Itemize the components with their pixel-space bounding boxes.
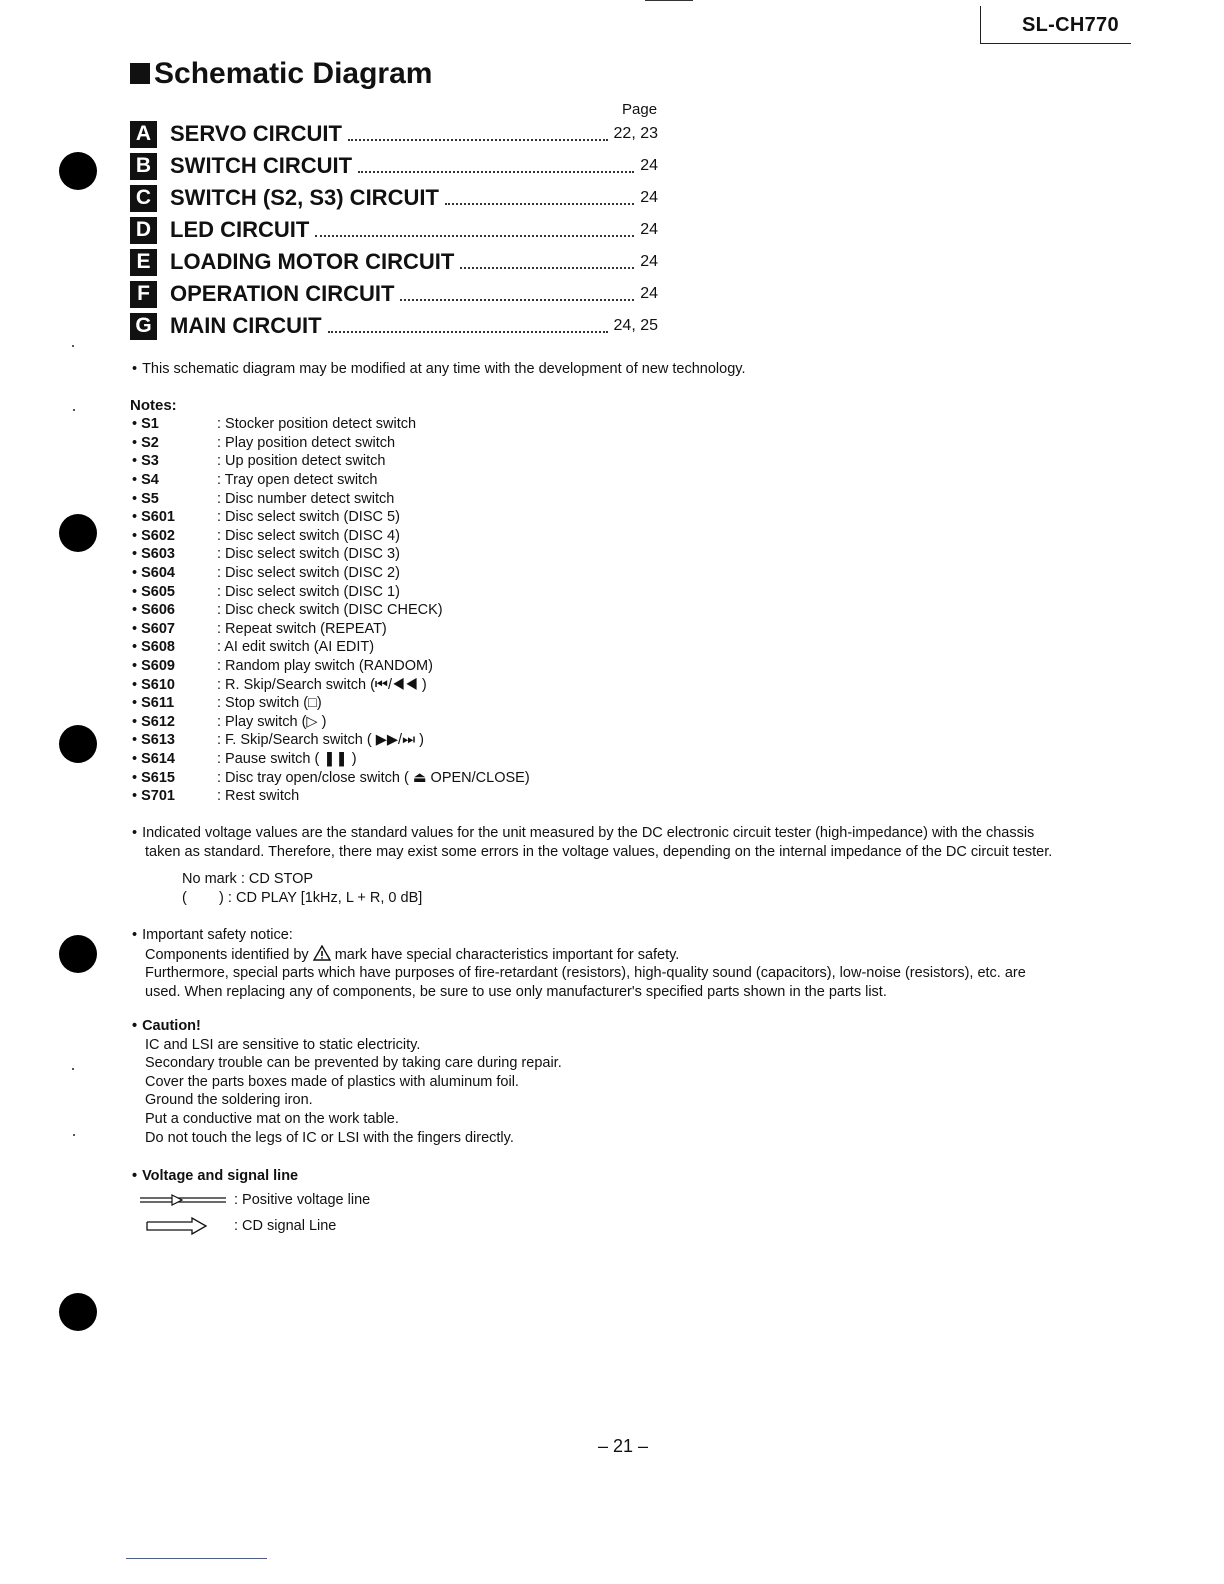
- switch-id: • S615: [132, 770, 217, 786]
- toc-page: 24: [640, 157, 658, 174]
- toc-item: [130, 310, 658, 342]
- signal-legend: [140, 1187, 370, 1239]
- switch-desc: : Disc select switch (DISC 1): [217, 583, 400, 600]
- note-item: [132, 415, 530, 434]
- note-item: [132, 713, 530, 732]
- toc-label: LOADING MOTOR CIRCUIT: [170, 249, 455, 274]
- toc-page: 24: [640, 189, 658, 206]
- toc-letter-badge: G: [130, 313, 157, 340]
- switch-desc: : R. Skip/Search switch (⏮/◀◀ ): [217, 676, 427, 693]
- paren-legend: ( ) : CD PLAY [1kHz, L + R, 0 dB]: [182, 890, 423, 906]
- switch-id: • S701: [132, 788, 217, 804]
- scan-speck: [72, 345, 74, 347]
- switch-desc: : Play switch (▷ ): [217, 713, 327, 730]
- notes-heading: Notes:: [130, 397, 177, 414]
- safety-line-3: used. When replacing any of components, be sure to use only manufacturer's specified parts shown in the parts list.: [145, 983, 887, 1000]
- safety-line-2: Furthermore, special parts which have purposes of fire-retardant (resistors), high-quality sound (capacitors), low-noise (resistors), etc. are: [145, 965, 1026, 982]
- no-mark-legend: No mark : CD STOP: [182, 871, 314, 887]
- toc-item: [130, 214, 658, 246]
- caution-line: Put a conductive mat on the work table.: [145, 1110, 399, 1127]
- toc-page: 22, 23: [613, 125, 658, 142]
- switch-id: • S612: [132, 714, 217, 730]
- binder-hole: [59, 1293, 97, 1331]
- switch-desc: : Repeat switch (REPEAT): [217, 620, 387, 637]
- scan-speck: [73, 1134, 75, 1136]
- note-item: [132, 489, 530, 508]
- note-item: [132, 731, 530, 750]
- toc-page-header: Page: [622, 101, 658, 118]
- switch-notes-list: [132, 415, 530, 805]
- binder-hole: [59, 152, 97, 190]
- switch-id: • S611: [132, 695, 217, 711]
- note-item: [132, 508, 530, 527]
- note-item: [132, 694, 530, 713]
- toc-label: MAIN CIRCUIT: [170, 313, 322, 338]
- switch-desc: : Disc check switch (DISC CHECK): [217, 602, 443, 619]
- note-item: [132, 582, 530, 601]
- toc-letter-badge: F: [130, 281, 157, 308]
- voltage-note: [132, 824, 1102, 861]
- voltage-line-1: • Indicated voltage values are the standard values for the unit measured by the DC electronic circuit tester (high-impedance) with the chassis: [132, 824, 1102, 843]
- note-item: [132, 527, 530, 546]
- toc-item: [130, 150, 658, 182]
- switch-desc: : Stop switch (□): [217, 695, 322, 712]
- switch-desc: : Disc select switch (DISC 5): [217, 509, 400, 526]
- warning-triangle-icon: [313, 945, 331, 961]
- toc-item: [130, 246, 658, 278]
- note-item: [132, 601, 530, 620]
- switch-id: • S602: [132, 528, 217, 544]
- toc-letter-badge: A: [130, 121, 157, 148]
- caution-line: Cover the parts boxes made of plastics with aluminum foil.: [145, 1073, 519, 1090]
- toc-letter-badge: E: [130, 249, 157, 276]
- switch-desc: : F. Skip/Search switch ( ▶▶/⏭ ): [217, 732, 424, 749]
- title-square-icon: [130, 63, 150, 84]
- toc-label: LED CIRCUIT: [170, 217, 310, 242]
- cd-signal-legend: [140, 1213, 370, 1239]
- toc-leader-dots: [328, 331, 608, 333]
- note-item: [132, 787, 530, 806]
- switch-id: • S606: [132, 602, 217, 618]
- cd-signal-line-icon: [140, 1217, 228, 1235]
- switch-desc: : Disc tray open/close switch ( ⏏ OPEN/CLOSE): [217, 769, 530, 786]
- safety-heading: • Important safety notice:: [132, 926, 1102, 945]
- positive-voltage-line-icon: [140, 1193, 228, 1207]
- toc-page: 24: [640, 285, 658, 302]
- toc-label: SWITCH CIRCUIT: [170, 153, 353, 178]
- note-item: [132, 638, 530, 657]
- cd-signal-label: : CD signal Line: [234, 1218, 337, 1234]
- switch-desc: : Disc select switch (DISC 4): [217, 527, 400, 544]
- switch-desc: : AI edit switch (AI EDIT): [217, 639, 375, 656]
- table-of-contents: [130, 118, 658, 342]
- toc-label: SWITCH (S2, S3) CIRCUIT: [170, 185, 439, 210]
- switch-desc: : Up position detect switch: [217, 453, 386, 470]
- signal-heading: • Voltage and signal line: [132, 1167, 298, 1186]
- note-item: [132, 768, 530, 787]
- positive-voltage-legend: [140, 1187, 370, 1213]
- switch-desc: : Disc number detect switch: [217, 490, 395, 507]
- caution-section: [132, 1017, 1102, 1147]
- note-item: [132, 564, 530, 583]
- switch-id: • S605: [132, 584, 217, 600]
- toc-label: SERVO CIRCUIT: [170, 121, 342, 146]
- switch-id: • S601: [132, 509, 217, 525]
- toc-item: [130, 278, 658, 310]
- toc-page: 24, 25: [613, 317, 658, 334]
- binder-hole: [59, 935, 97, 973]
- switch-desc: : Tray open detect switch: [217, 472, 378, 489]
- caution-heading: • Caution!: [132, 1017, 1102, 1036]
- switch-id: • S607: [132, 621, 217, 637]
- modify-note: • This schematic diagram may be modified at any time with the development of new technology.: [132, 360, 745, 379]
- switch-desc: : Random play switch (RANDOM): [217, 658, 433, 675]
- switch-desc: : Disc select switch (DISC 3): [217, 546, 400, 563]
- switch-id: • S603: [132, 546, 217, 562]
- note-item: [132, 750, 530, 769]
- toc-page: 24: [640, 221, 658, 238]
- scan-speck: [73, 409, 75, 411]
- safety-notice: [132, 926, 1102, 1001]
- switch-id: • S604: [132, 565, 217, 581]
- toc-leader-dots: [445, 203, 634, 205]
- switch-id: • S609: [132, 658, 217, 674]
- scan-speck: [72, 1068, 74, 1070]
- voltage-line-2: taken as standard. Therefore, there may exist some errors in the voltage values, depending on the internal impedance of the DC circuit tester.: [145, 843, 1053, 860]
- switch-id: • S614: [132, 751, 217, 767]
- switch-id: • S4: [132, 472, 217, 488]
- model-number: SL-CH770: [1022, 14, 1119, 36]
- toc-label: OPERATION CIRCUIT: [170, 281, 395, 306]
- toc-leader-dots: [348, 139, 608, 141]
- switch-id: • S610: [132, 677, 217, 693]
- caution-line: Secondary trouble can be prevented by taking care during repair.: [145, 1055, 562, 1072]
- toc-leader-dots: [358, 171, 634, 173]
- switch-id: • S5: [132, 491, 217, 507]
- binder-hole: [59, 725, 97, 763]
- switch-id: • S613: [132, 732, 217, 748]
- toc-leader-dots: [460, 267, 634, 269]
- toc-item: [130, 182, 658, 214]
- safety-line-1: Components identified by mark have special characteristics important for safety.: [145, 946, 680, 963]
- positive-voltage-label: : Positive voltage line: [234, 1192, 371, 1208]
- toc-letter-badge: C: [130, 185, 157, 212]
- switch-desc: : Rest switch: [217, 788, 300, 805]
- switch-id: • S2: [132, 435, 217, 451]
- note-item: [132, 434, 530, 453]
- note-item: [132, 675, 530, 694]
- top-rule: [645, 0, 693, 1]
- caution-line: Ground the soldering iron.: [145, 1092, 313, 1109]
- caution-line: IC and LSI are sensitive to static electricity.: [145, 1036, 421, 1053]
- note-item: [132, 657, 530, 676]
- caution-line: Do not touch the legs of IC or LSI with the fingers directly.: [145, 1129, 514, 1146]
- switch-id: • S608: [132, 639, 217, 655]
- switch-id: • S3: [132, 453, 217, 469]
- toc-letter-badge: B: [130, 153, 157, 180]
- note-item: [132, 452, 530, 471]
- switch-desc: : Play position detect switch: [217, 434, 396, 451]
- note-item: [132, 471, 530, 490]
- toc-item: [130, 118, 658, 150]
- note-item: [132, 620, 530, 639]
- bottom-rule: [126, 1558, 267, 1559]
- page-number: – 21 –: [598, 1436, 649, 1456]
- toc-leader-dots: [400, 299, 634, 301]
- switch-desc: : Stocker position detect switch: [217, 416, 417, 433]
- switch-desc: : Pause switch ( ❚❚ ): [217, 750, 357, 767]
- binder-hole: [59, 514, 97, 552]
- toc-letter-badge: D: [130, 217, 157, 244]
- page-title: Schematic Diagram: [130, 57, 432, 91]
- toc-page: 24: [640, 253, 658, 270]
- toc-leader-dots: [315, 235, 634, 237]
- note-item: [132, 545, 530, 564]
- switch-desc: : Disc select switch (DISC 2): [217, 565, 400, 582]
- switch-id: • S1: [132, 416, 217, 432]
